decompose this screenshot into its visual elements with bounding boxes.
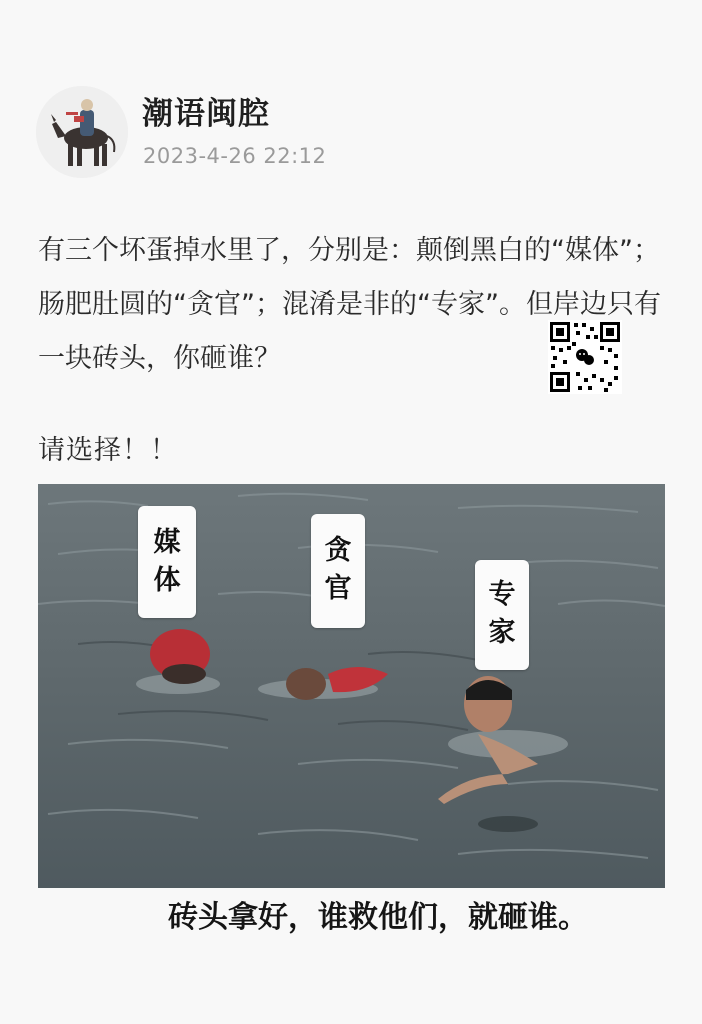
- label-media-char-2: 体: [153, 565, 181, 596]
- post-timestamp: 2023-4-26 22:12: [143, 144, 327, 168]
- prompt-text: 请选择！！: [38, 435, 178, 466]
- avatar[interactable]: [36, 86, 128, 178]
- post-body-text: 有三个坏蛋掉水里了，分别是：颠倒黑白的“媒体”；肠肥肚圆的“贪官”；混淆是非的“专家”。但岸边只有一块砖头，你砸谁？: [38, 235, 661, 374]
- label-expert-char-2: 家: [488, 617, 516, 648]
- photo-caption: 砖头拿好，谁救他们，就砸谁。: [168, 900, 588, 935]
- author-name[interactable]: 潮语闽腔: [142, 96, 270, 132]
- post-photo[interactable]: [38, 484, 665, 888]
- label-official-char-1: 贪: [324, 535, 352, 566]
- label-media: [138, 506, 196, 618]
- label-media-char-1: 媒: [153, 527, 181, 558]
- label-expert: [475, 560, 529, 670]
- donkey-rider-icon: [36, 86, 128, 178]
- label-official-char-2: 官: [324, 573, 352, 604]
- qr-code[interactable]: [548, 320, 622, 394]
- label-official: [311, 514, 365, 628]
- qr-code-icon: [548, 320, 622, 394]
- label-expert-char-1: 专: [488, 579, 516, 610]
